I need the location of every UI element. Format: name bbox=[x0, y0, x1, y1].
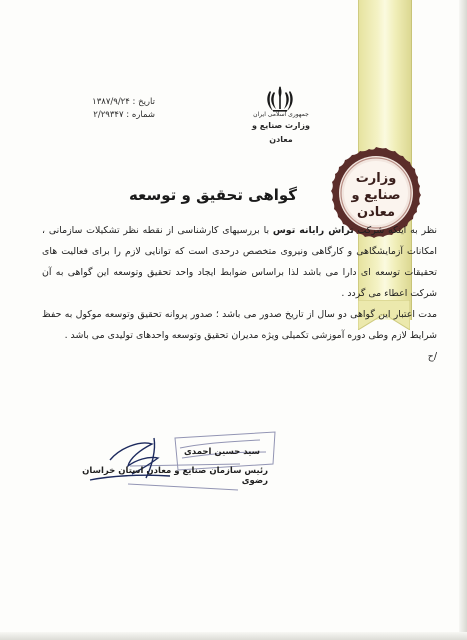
signatory-title: رئیس سازمان صنایع و معادن استان خراسان رضوی bbox=[82, 466, 268, 486]
paragraph-2: مدت اعتبار این گواهی دو سال از تاریخ صدور می باشد ؛ صدور پروانه تحقیق وتوسعه موکول به حفظ شرایط لازم وطی دوره آموزشی تکمیلی ویژه مدیران تحقیق وتوسعه واحدهای تولیدی می باشد . bbox=[42, 309, 437, 341]
signature-stamp-icon bbox=[70, 430, 280, 500]
page-edge-right bbox=[459, 0, 467, 640]
emblem-line-1: جمهوری اسلامی ایران bbox=[253, 111, 309, 118]
emblem-caption bbox=[240, 110, 322, 147]
paragraph-1-rest: با بررسیهای کارشناسی از نقطه نظر تشکیلات سازمانی ، امکانات آزمایشگاهی و کارگاهی ونیروی متخصص درحدی است که توانایی لازم را برای فعالیت های تحقیقات توسعه ای دارا می باشد لذا براساس ضوابط ایجاد واحد تحقیق وتوسعه این گواهی به آن شرکت اعطاء می گردد . bbox=[42, 225, 437, 299]
letter-date: تاریخ : ۱۳۸۷/۹/۲۴ bbox=[92, 97, 155, 107]
paragraph-1 bbox=[42, 220, 437, 304]
company-name: تراش رایانه توس bbox=[272, 225, 354, 236]
seal-line-2: صنایع و bbox=[351, 188, 401, 203]
seal-line-3: معادن bbox=[356, 205, 396, 220]
page-title: گواهی تحقیق و توسعه bbox=[128, 186, 298, 204]
page-edge-bottom bbox=[0, 632, 467, 640]
seal-line-1: وزارت bbox=[355, 171, 397, 186]
letter-meta bbox=[65, 96, 155, 122]
letter-body bbox=[42, 220, 437, 367]
paragraph-1-start: نظر به اینکه شرکت bbox=[357, 225, 437, 236]
signatory-name: سید حسین احمدی bbox=[184, 447, 260, 457]
letter-number: شماره : ۲/۲۹۳۴۷ bbox=[93, 110, 155, 120]
emblem-line-2: وزارت صنایع و معادن bbox=[252, 121, 310, 144]
paragraph-3: /ح bbox=[427, 351, 437, 362]
seal-text bbox=[346, 170, 406, 221]
